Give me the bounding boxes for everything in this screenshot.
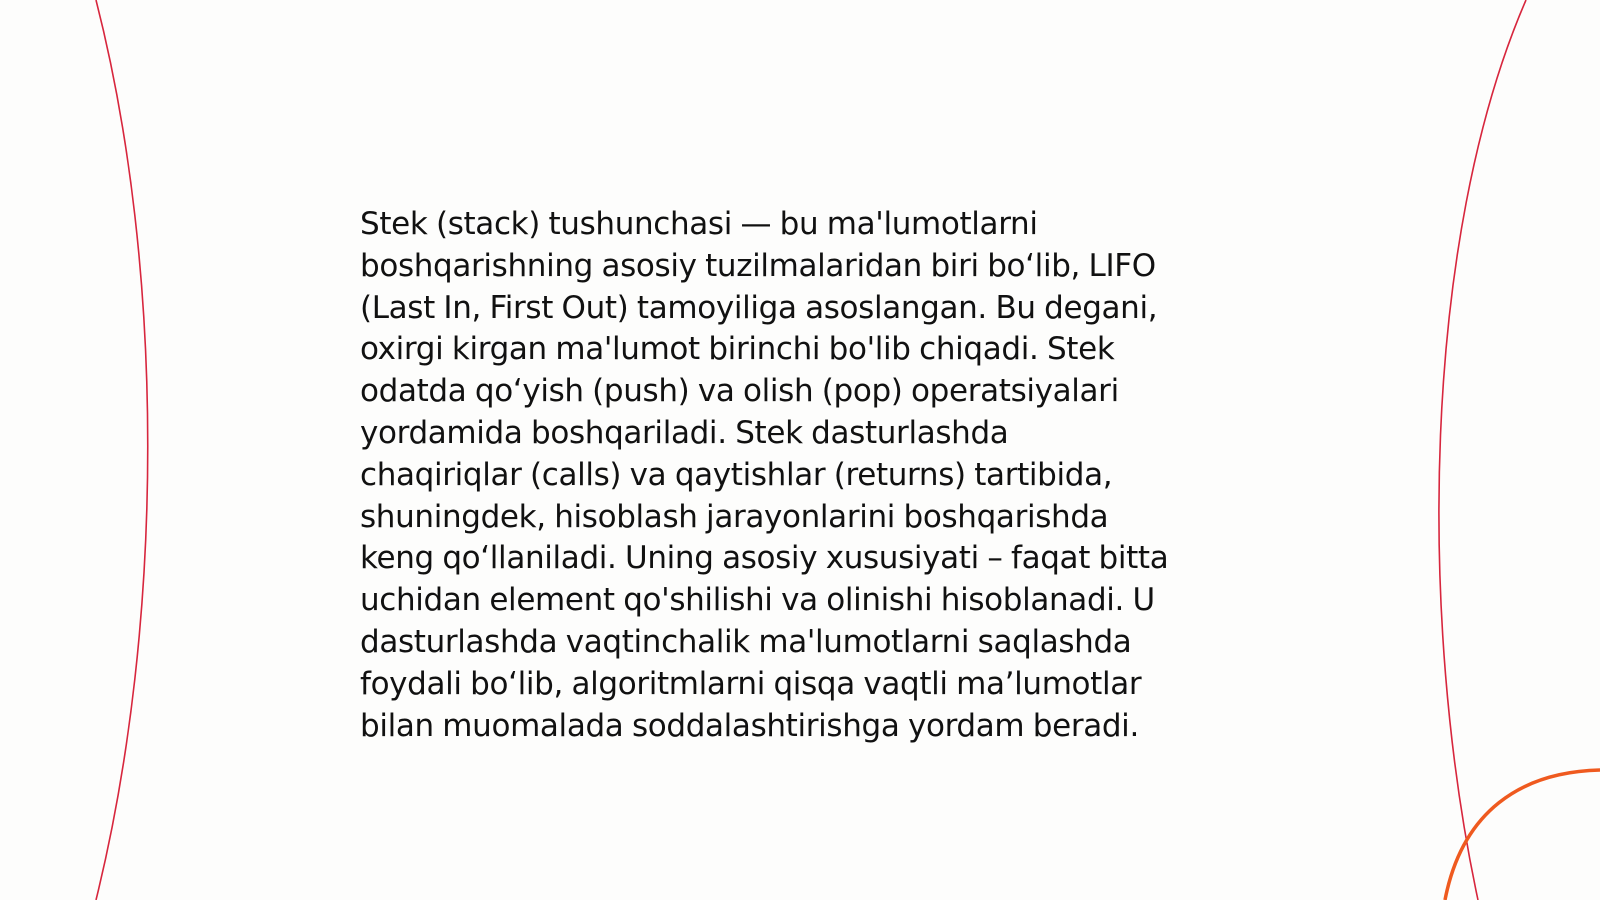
paragraph-line: dasturlashda vaqtinchalik ma'lumotlarni saqlashda — [360, 623, 1132, 660]
paragraph-line: (Last In, First Out) tamoyiliga asoslangan. Bu degani, — [360, 289, 1158, 326]
paragraph-line: uchidan element qo'shilishi va olinishi hisoblanadi. U — [360, 582, 1155, 619]
left-arc-decoration — [96, 0, 148, 900]
paragraph-line: Stek (stack) tushunchasi — bu ma'lumotlarni — [360, 206, 1038, 242]
paragraph-line: odatda qo‘yish (push) va olish (pop) operatsiyalari — [360, 373, 1119, 410]
paragraph-line: chaqiriqlar (calls) va qaytishlar (returns) tartibida, — [360, 456, 1113, 493]
right-arc-decoration — [1439, 0, 1526, 900]
paragraph-line: yordamida boshqariladi. Stek dasturlashda — [360, 414, 1009, 451]
paragraph-line: keng qo‘llaniladi. Uning asosiy xususiyati – faqat bitta — [360, 540, 1169, 577]
paragraph-line: boshqarishning asosiy tuzilmalaridan biri bo‘lib, LIFO — [360, 247, 1156, 284]
body-paragraph — [360, 204, 1240, 747]
paragraph-line: shuningdek, hisoblash jarayonlarini boshqarishda — [360, 498, 1109, 535]
paragraph-line: bilan muomalada soddalashtirishga yordam beradi. — [360, 707, 1139, 744]
corner-circle-decoration — [1445, 770, 1600, 900]
paragraph-line: oxirgi kirgan ma'lumot birinchi bo'lib chiqadi. Stek — [360, 331, 1115, 368]
paragraph-line: foydali bo‘lib, algoritmlarni qisqa vaqtli ma’lumotlar — [360, 665, 1142, 702]
